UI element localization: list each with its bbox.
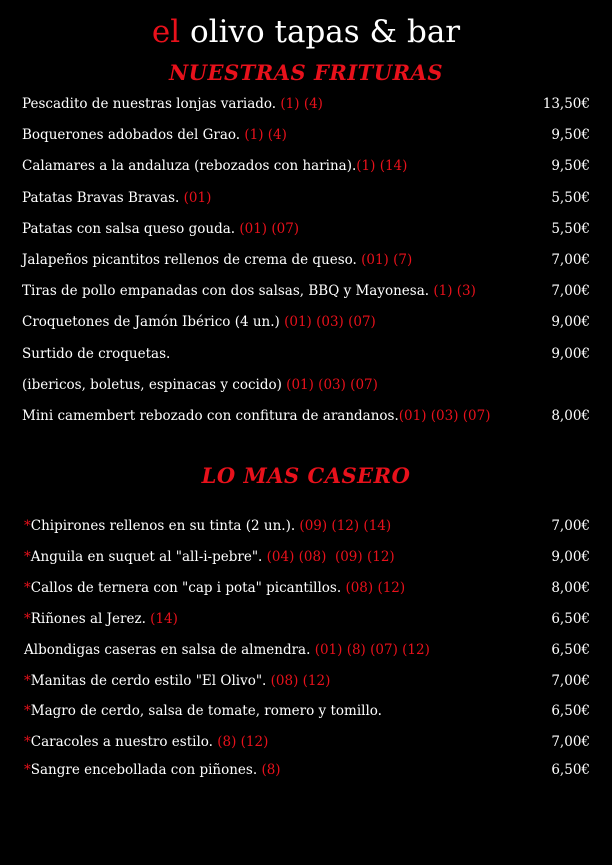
allergen-codes: (01) (03) (07) — [286, 377, 378, 393]
homemade-star: * — [24, 580, 31, 596]
menu-item-price: 8,00€ — [551, 580, 590, 596]
menu-item — [0, 217, 612, 241]
menu-item-line — [24, 699, 382, 723]
allergen-codes: (1) (14) — [356, 158, 408, 174]
menu-item — [0, 404, 612, 428]
allergen-codes: (08) (12) — [270, 673, 331, 689]
menu-item — [0, 248, 612, 272]
menu-item-name: Patatas Bravas Bravas. — [22, 190, 180, 206]
menu-item-price: 9,00€ — [551, 314, 590, 330]
menu-item-name: Tiras de pollo empanadas con dos salsas, BBQ y Mayonesa. — [22, 283, 430, 299]
menu-item-price: 9,50€ — [551, 158, 590, 174]
allergen-codes: (01) (03) (07) — [284, 314, 376, 330]
menu-item-line — [22, 123, 287, 147]
menu-item-line — [22, 279, 476, 303]
menu-item — [0, 758, 612, 782]
menu-item — [0, 576, 612, 600]
menu-item-price: 13,50€ — [542, 96, 590, 112]
menu-item-price: 6,50€ — [551, 703, 590, 719]
menu-item-name: Riñones al Jerez. — [30, 611, 146, 627]
allergen-codes: (04) (08) (09) (12) — [266, 549, 395, 565]
allergen-codes: (1) (4) — [280, 96, 323, 112]
menu-item-price: 5,50€ — [551, 221, 590, 237]
menu-item-price: 8,00€ — [551, 408, 590, 424]
menu-item-name: Caracoles a nuestro estilo. — [30, 734, 213, 750]
menu-item-price: 7,00€ — [551, 283, 590, 299]
allergen-codes: (1) (4) — [244, 127, 287, 143]
menu-item — [0, 545, 612, 569]
menu-item-line — [24, 514, 391, 538]
menu-item — [0, 638, 612, 662]
allergen-codes: (1) (3) — [433, 283, 476, 299]
menu-item-name: Mini camembert rebozado con confitura de arandanos. — [22, 408, 399, 424]
menu-item-price: 7,00€ — [551, 673, 590, 689]
menu-item — [0, 514, 612, 538]
menu-item-line — [22, 186, 211, 210]
menu-item-line — [22, 92, 323, 116]
homemade-star: * — [24, 673, 31, 689]
section-heading-frituras: NUESTRAS FRITURAS — [168, 60, 444, 85]
allergen-codes: (8) (12) — [217, 734, 269, 750]
menu-item — [0, 699, 612, 723]
menu-item-price: 6,50€ — [551, 762, 590, 778]
allergen-codes: (01) (7) — [361, 252, 413, 268]
homemade-star: * — [24, 518, 31, 534]
homemade-star: * — [24, 762, 31, 778]
menu-item-name: Surtido de croquetas. — [22, 346, 171, 362]
menu-item — [0, 92, 612, 116]
allergen-codes: (01) (03) (07) — [398, 408, 491, 424]
menu-item-line — [22, 248, 412, 272]
menu-item-line — [22, 373, 378, 397]
menu-item — [0, 310, 612, 334]
menu-item-line — [24, 576, 405, 600]
menu-item-line — [24, 545, 395, 569]
menu-item-price: 6,50€ — [551, 642, 590, 658]
menu-item-name: Jalapeños picantitos rellenos de crema de queso. — [22, 252, 357, 268]
menu-item-line — [22, 154, 407, 178]
menu-item-line — [24, 758, 281, 782]
homemade-star: * — [24, 611, 31, 627]
menu-item-price: 7,00€ — [551, 252, 590, 268]
section-heading-casero: LO MAS CASERO — [201, 463, 411, 488]
menu-item-name: Albondigas caseras en salsa de almendra. — [24, 642, 311, 658]
allergen-codes: (09) (12) (14) — [299, 518, 392, 534]
menu-item — [0, 607, 612, 631]
menu-item-price: 9,50€ — [551, 127, 590, 143]
menu-item-line — [24, 607, 178, 631]
menu-item-line — [24, 730, 268, 754]
allergen-codes: (08) (12) — [345, 580, 406, 596]
menu-item — [0, 186, 612, 210]
menu-item-name: Pescadito de nuestras lonjas variado. — [22, 96, 277, 112]
allergen-codes: (8) — [261, 762, 281, 778]
menu-item-price: 7,00€ — [551, 518, 590, 534]
title-text: olivo tapas & bar — [189, 14, 461, 50]
menu-item-price: 9,00€ — [551, 549, 590, 565]
menu-item-name: Chipirones rellenos en su tinta (2 un.). — [30, 518, 296, 534]
menu-item-name: Manitas de cerdo estilo "El Olivo". — [30, 673, 267, 689]
menu-item-line — [24, 669, 330, 693]
menu-item-line — [22, 404, 490, 428]
menu-item-line — [22, 310, 376, 334]
allergen-codes: (01) — [183, 190, 212, 206]
menu-item-price: 6,50€ — [551, 611, 590, 627]
menu-item-name: Croquetones de Jamón Ibérico (4 un.) — [22, 314, 280, 330]
menu-item-line — [24, 638, 430, 662]
allergen-codes: (01) (8) (07) (12) — [314, 642, 430, 658]
allergen-codes: (01) (07) — [239, 221, 300, 237]
menu-item-line — [22, 217, 299, 241]
menu-item — [0, 123, 612, 147]
title-accent: el — [151, 14, 181, 50]
menu-item — [0, 730, 612, 754]
menu-item-name: Callos de ternera con "cap i pota" picantillos. — [30, 580, 342, 596]
menu-item — [0, 279, 612, 303]
menu-item-price: 9,00€ — [551, 346, 590, 362]
homemade-star: * — [24, 734, 31, 750]
menu-item-line — [22, 342, 170, 366]
menu-item-name: Boquerones adobados del Grao. — [22, 127, 241, 143]
menu-item — [0, 373, 612, 397]
restaurant-title — [0, 12, 612, 52]
menu-item — [0, 154, 612, 178]
menu-item-name: Magro de cerdo, salsa de tomate, romero y tomillo. — [30, 703, 382, 719]
allergen-codes: (14) — [150, 611, 178, 627]
menu-item-name: Sangre encebollada con piñones. — [30, 762, 258, 778]
menu-item-name: Patatas con salsa queso gouda. — [22, 221, 236, 237]
menu-item-name: (ibericos, boletus, espinacas y cocido) — [22, 377, 282, 393]
homemade-star: * — [24, 549, 31, 565]
menu-item-name: Anguila en suquet al "all-i-pebre". — [30, 549, 263, 565]
menu-item-name: Calamares a la andaluza (rebozados con harina). — [22, 158, 357, 174]
menu-item-price: 7,00€ — [551, 734, 590, 750]
homemade-star: * — [24, 703, 31, 719]
menu-item — [0, 669, 612, 693]
menu-item — [0, 342, 612, 366]
menu-item-price: 5,50€ — [551, 190, 590, 206]
